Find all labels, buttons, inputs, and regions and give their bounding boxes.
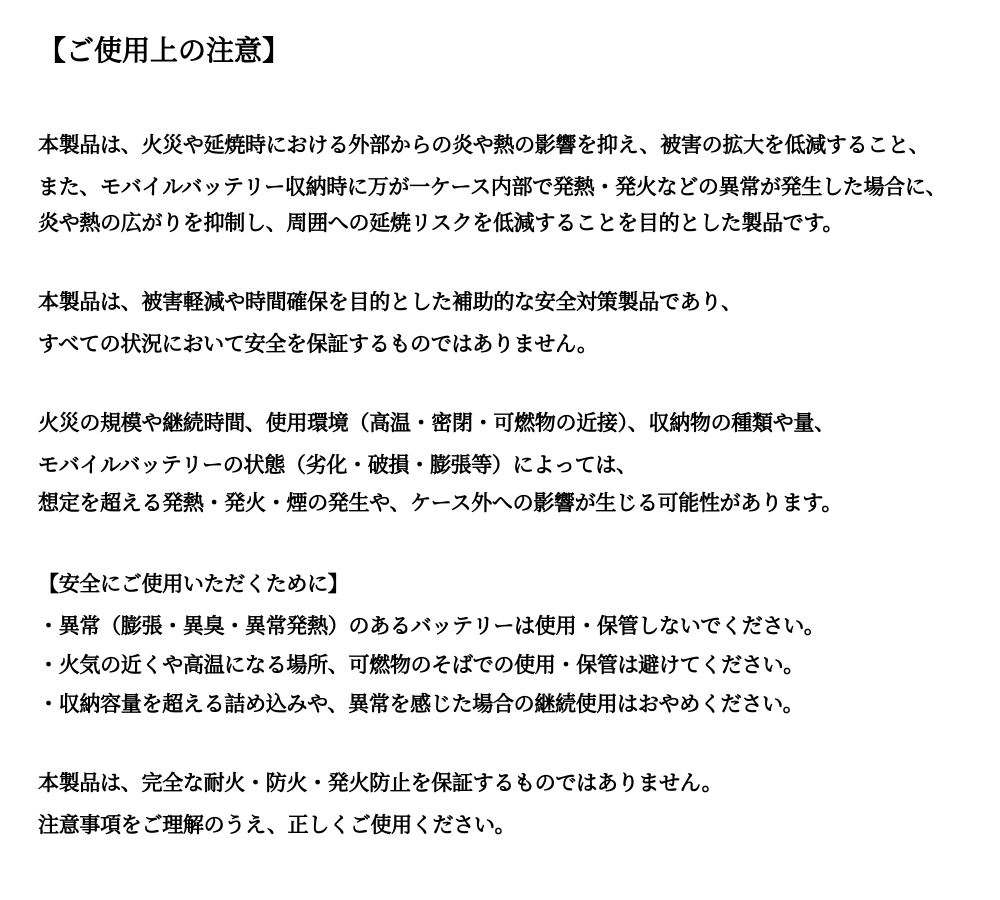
paragraph-2-line-1: 本製品は、被害軽減や時間確保を目的とした補助的な安全対策製品であり、 xyxy=(38,290,742,314)
paragraph-4-line-2: 注意事項をご理解のうえ、正しくご使用ください。 xyxy=(38,813,516,837)
paragraph-2-line-2: すべての状況において安全を保証するものではありません。 xyxy=(38,332,598,356)
safety-item-3: ・収納容量を超える詰め込みや、異常を感じた場合の継続使用はおやめください。 xyxy=(38,692,804,716)
paragraph-3-line-1: 火災の規模や継続時間、使用環境（高温・密閉・可燃物の近接）、収納物の種類や量、 xyxy=(38,411,835,435)
paragraph-1-line-1: 本製品は、火災や延焼時における外部からの炎や熱の影響を抑え、被害の拡大を低減すること、 xyxy=(38,133,930,157)
paragraph-3-line-2: モバイルバッテリーの状態（劣化・破損・膨張等）によっては、 xyxy=(38,453,637,477)
safety-item-2: ・火気の近くや高温になる場所、可燃物のそばでの使用・保管は避けてください。 xyxy=(38,653,804,677)
safety-item-1: ・異常（膨張・異臭・異常発熱）のあるバッテリーは使用・保管しないでください。 xyxy=(38,614,825,638)
safety-heading: 【安全にご使用いただくために】 xyxy=(38,572,349,596)
paragraph-3-line-3: 想定を超える発熱・発火・煙の発生や、ケース外への影響が生じる可能性があります。 xyxy=(38,491,843,515)
page-title: 【ご使用上の注意】 xyxy=(38,34,291,67)
paragraph-4-line-1: 本製品は、完全な耐火・防火・発火防止を保証するものではありません。 xyxy=(38,771,723,795)
paragraph-1-line-2: また、モバイルバッテリー収納時に万が一ケース内部で発熱・発火などの異常が発生した場合に、 xyxy=(38,175,947,199)
paragraph-1-line-3: 炎や熱の広がりを抑制し、周囲への延焼リスクを低減することを目的とした製品です。 xyxy=(38,211,844,235)
